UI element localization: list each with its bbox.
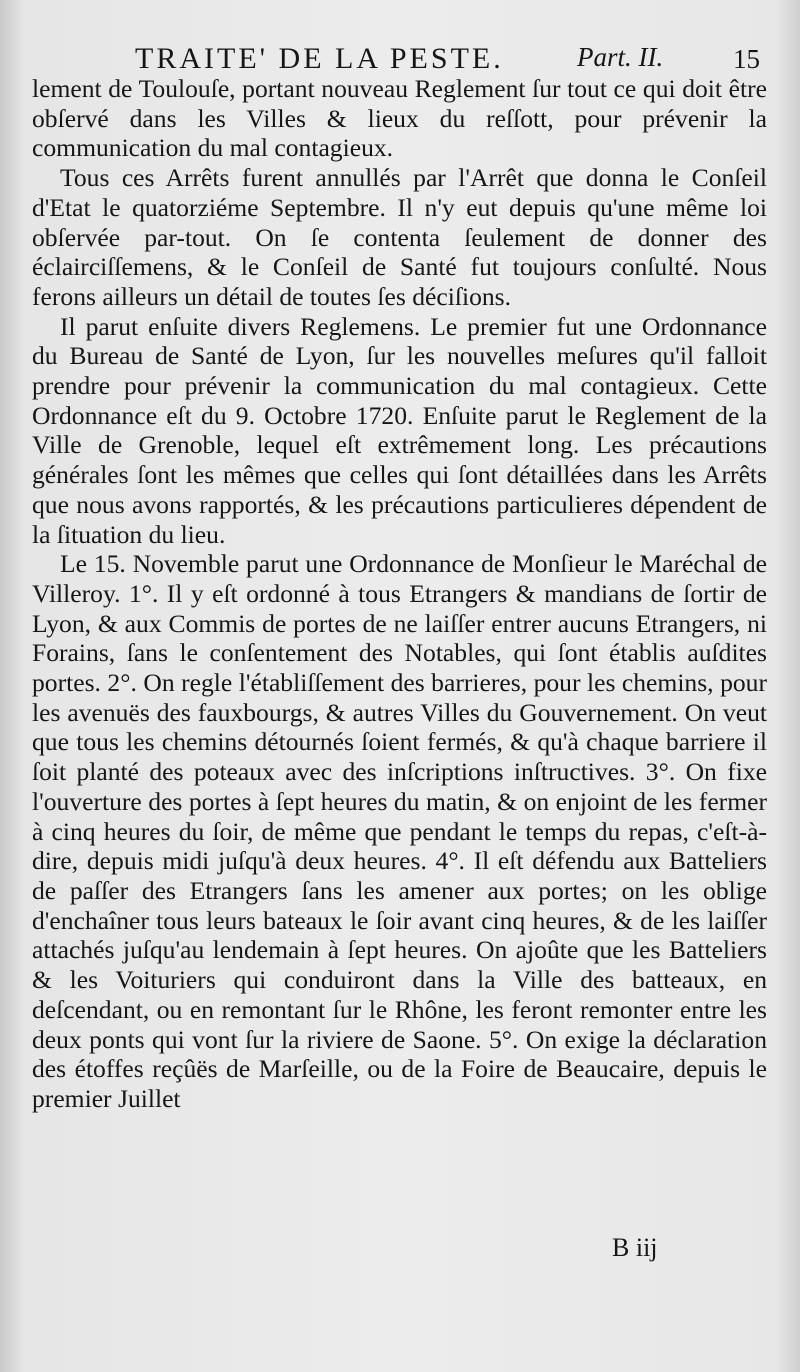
part-label: Part. II.	[577, 42, 664, 72]
page-number: 15	[733, 44, 760, 74]
signature-mark: B iij	[612, 1233, 658, 1262]
paragraph-4: Le 15. Novemble parut une Ordonnance de Monſieur le Maréchal de Villeroy. 1°. Il y eſt ordonné à tous Etrangers & mandians de ſortir de Lyon, & aux Commis de portes de ne laiſſer entrer aucuns Etrangers, ni Forains, ſans le conſentement des Notables, qui ſont établis auſdites portes. 2°. On regle l'établiſſement des barrieres, pour les chemins, pour les avenuës des fauxbourgs, & autres Villes du Gouvernement. On veut que tous les chemins détournés ſoient fermés, & qu'à chaque barriere il ſoit planté des poteaux avec des inſcriptions inſtructives. 3°. On fixe l'ouverture des portes à ſept heures du matin, & on enjoint de les fermer à cinq heures du ſoir, de même que pendant le temps du repas, c'eſt-à-dire, depuis midi juſqu'à deux heures. 4°. Il eſt défendu aux Batteliers de paſſer des Etrangers ſans les amener aux portes; on les oblige d'enchaîner tous leurs bateaux le ſoir avant cinq heures, & de les laiſſer attachés juſqu'au lendemain à ſept heures. On ajoûte que les Batteliers & les Voituriers qui conduiront dans la Ville des batteaux, en deſcendant, ou en remontant ſur le Rhône, les feront remonter entre les deux ponts qui vont ſur la riviere de Saone. 5°. On exige la déclaration des étoffes reçûës de Marſeille, ou de la Foire de Beaucaire, depuis le premier Juillet	[32, 549, 767, 1113]
paragraph-2: Tous ces Arrêts furent annullés par l'Arrêt que donna le Conſeil d'Etat le quatorziéme Septembre. Il n'y eut depuis qu'une même loi obſervée par-tout. On ſe contenta ſeulement de donner des éclairciſſemens, & le Conſeil de Santé fut toujours conſulté. Nous ferons ailleurs un détail de toutes ſes déciſions.	[32, 163, 767, 311]
paragraph-1: lement de Toulouſe, portant nouveau Reglement ſur tout ce qui doit être obſervé dans les Villes & lieux du reſſott, pour prévenir la communication du mal contagieux.	[32, 74, 767, 163]
body-text	[32, 74, 767, 1114]
paragraph-3: Il parut enſuite divers Reglemens. Le premier fut une Ordonnance du Bureau de Santé de Lyon, ſur les nouvelles meſures qu'il falloit prendre pour prévenir la communication du mal contagieux. Cette Ordonnance eſt du 9. Octobre 1720. Enſuite parut le Reglement de la Ville de Grenoble, lequel eſt extrêmement long. Les précautions générales ſont les mêmes que celles qui ſont détaillées dans les Arrêts que nous avons rapportés, & les précautions particulieres dépendent de la ſituation du lieu.	[32, 311, 767, 549]
running-title: TRAITE' DE LA PESTE.	[135, 42, 504, 75]
